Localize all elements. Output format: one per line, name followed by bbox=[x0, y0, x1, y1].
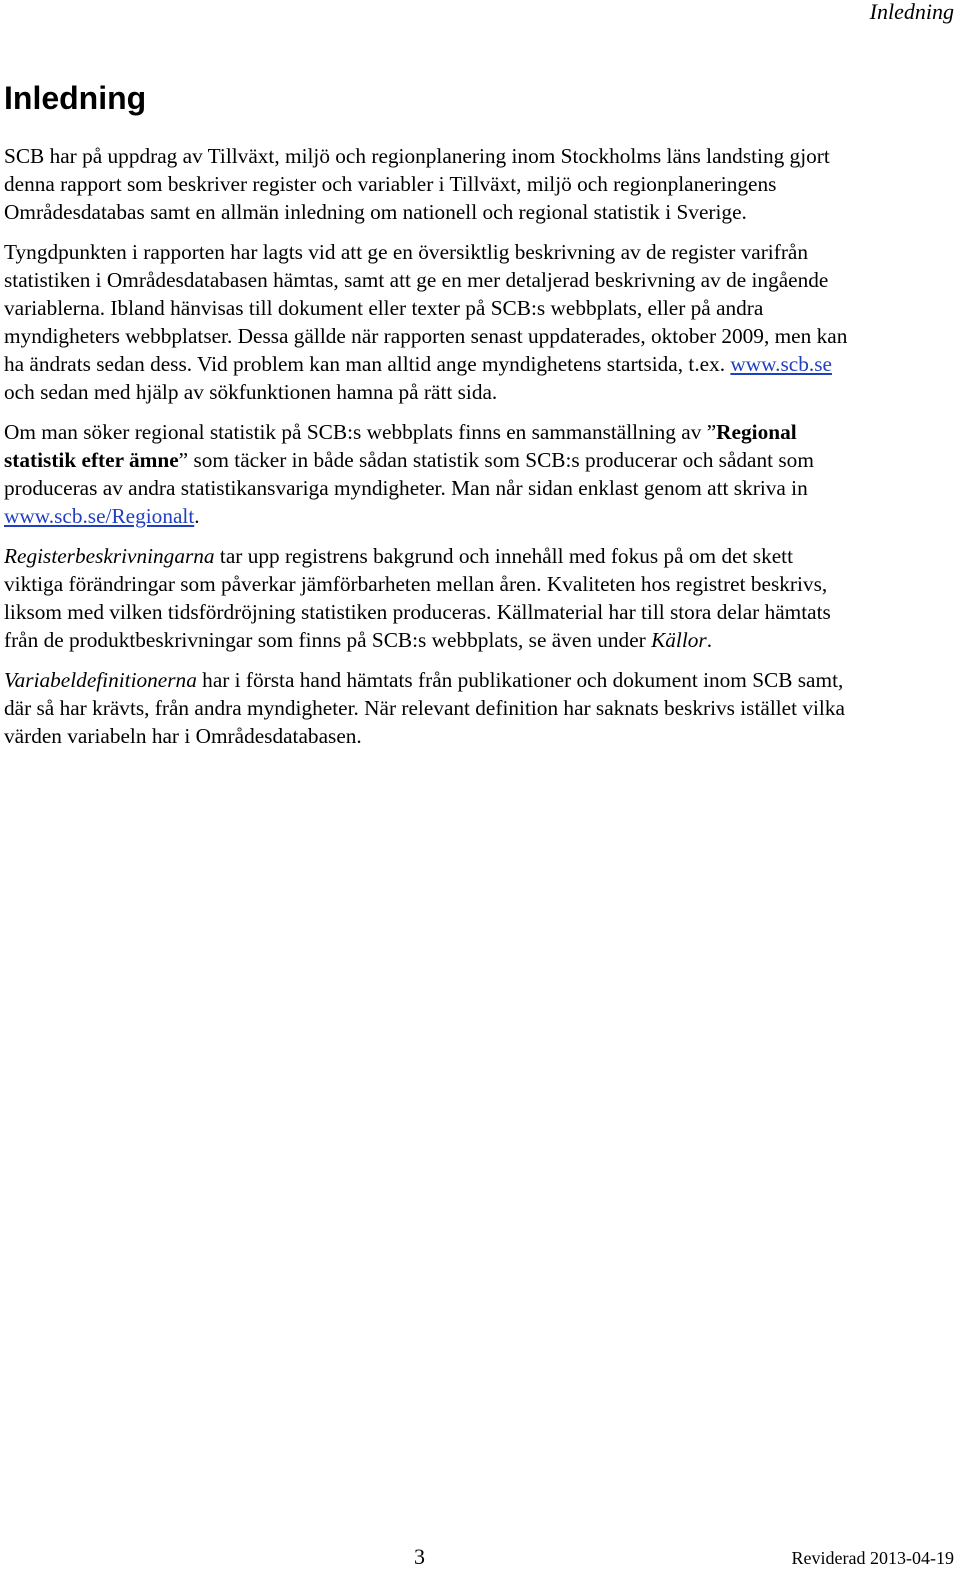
paragraph-register-descriptions bbox=[4, 542, 854, 654]
quote-open: ” bbox=[706, 420, 717, 444]
paragraph-variable-text: har i första hand hämtats från publikationer och dokument inom SCB samt, där så har krävts, från andra myndigheter. När relevant definition har saknats beskrivs istället vilka värden variabeln har i Områdesdatabasen. bbox=[4, 668, 845, 748]
sources-reference: Källor bbox=[651, 628, 707, 652]
paragraph-intro bbox=[4, 142, 854, 226]
body-text bbox=[4, 142, 854, 762]
paragraph-intro-text: SCB har på uppdrag av Tillväxt, miljö och regionplanering inom Stockholms läns landsting gjort denna rapport som beskriver register och variabler i Tillväxt, miljö och regionplaneringens Områdesdatabas samt en allmän inledning om nationell och regional statistik i Sverige. bbox=[4, 144, 830, 224]
register-descriptions-term: Registerbeskrivningarna bbox=[4, 544, 215, 568]
page-title: Inledning bbox=[4, 80, 147, 116]
paragraph-focus bbox=[4, 238, 854, 406]
paragraph-register-end: . bbox=[706, 628, 713, 652]
paragraph-register-text: tar upp registrens bakgrund och innehåll med fokus på om det skett viktiga förändringar som påverkar jämförbarheten mellan åren. Kvaliteten hos registret beskrivs, liksom med vilken tidsfördröjning statistiken produceras. Källmaterial har till stora delar hämtats från de produktbeskrivningar som finns på SCB:s webbplats, se även under bbox=[4, 544, 831, 652]
paragraph-variable-definitions bbox=[4, 666, 854, 750]
variable-definitions-term: Variabeldefinitionerna bbox=[4, 668, 197, 692]
paragraph-regional bbox=[4, 418, 854, 530]
page-number: 3 bbox=[414, 1544, 425, 1569]
running-header: Inledning bbox=[869, 0, 954, 24]
paragraph-regional-end: . bbox=[194, 504, 200, 528]
paragraph-regional-intro: Om man söker regional statistik på SCB:s webbplats finns en sammanställning av bbox=[4, 420, 707, 444]
paragraph-focus-text-end: och sedan med hjälp av sökfunktionen hamna på rätt sida. bbox=[4, 380, 498, 404]
regional-statistics-title: Regional statistik efter ämne bbox=[4, 420, 797, 472]
quote-close: ” bbox=[178, 448, 189, 472]
regional-statistics-link[interactable]: www.scb.se/Regionalt bbox=[4, 504, 195, 528]
revision-date: Reviderad 2013-04-19 bbox=[791, 1548, 954, 1568]
scb-website-link[interactable]: www.scb.se bbox=[730, 352, 832, 376]
paragraph-regional-middle: som täcker in både sådan statistik som SCB:s producerar och sådant som produceras av andra statistikansvariga myndigheter. Man når sidan enklast genom att skriva in bbox=[4, 448, 814, 500]
paragraph-focus-text: Tyngdpunkten i rapporten har lagts vid att ge en översiktlig beskrivning av de register varifrån statistiken i Områdesdatabasen hämtas, samt att ge en mer detaljerad beskrivning av de ingående variablerna. Ibland hänvisas till dokument eller texter på SCB:s webbplats, eller på andra myndigheters webbplatser. Dessa gällde när rapporten senast uppdaterades, oktober 2009, men kan ha ändrats sedan dess. Vid problem kan man alltid ange myndighetens startsida, t.ex. bbox=[4, 240, 848, 376]
